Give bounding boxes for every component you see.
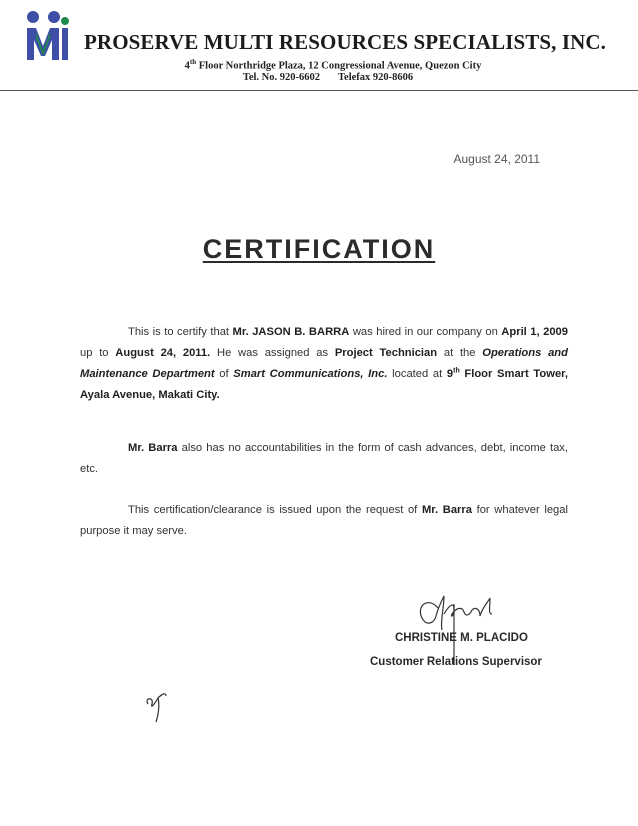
job-position: Project Technician: [334, 347, 438, 359]
employee-name: Mr. JASON B. BARRA: [232, 326, 350, 338]
p1-text-1: This is to certify that: [128, 326, 233, 338]
p1-text-7: located at: [387, 368, 447, 380]
p3-text-1: This certification/clearance is issued upon the request of: [128, 504, 422, 516]
p1-text-2: was hired in our company on: [349, 326, 502, 338]
signer-title: Customer Relations Supervisor: [370, 656, 542, 668]
client-company: Smart Communications, Inc.: [233, 368, 388, 380]
p2-text: also has no accountabilities in the form of cash advances, debt, income tax, etc.: [80, 442, 568, 475]
document-title: [0, 234, 638, 265]
p1-text-5: at the: [437, 347, 483, 359]
telefax-number: Telefax 920-8606: [338, 72, 414, 83]
paragraph-purpose: [80, 500, 568, 542]
location-floor-suffix: th: [453, 367, 460, 375]
p1-text-3: up to: [80, 347, 116, 359]
handwritten-initials: [140, 688, 180, 728]
start-date: April 1, 2009: [501, 326, 568, 338]
p1-text-4: He was assigned as: [210, 347, 335, 359]
company-contact: [0, 72, 638, 83]
company-address: [0, 58, 638, 72]
department-name: Operations and Maintenance Department: [80, 347, 568, 380]
p3-text-2: for whatever legal purpose it may serve.: [80, 504, 568, 537]
header-divider: [0, 90, 638, 91]
address-floor-suffix: th: [189, 58, 197, 66]
company-name: PROSERVE MULTI RESOURCES SPECIALISTS, INC.: [84, 30, 606, 54]
p3-employee-name: Mr. Barra: [421, 504, 472, 516]
signer-name: CHRISTINE M. PLACIDO: [395, 632, 528, 644]
document-title-text: CERTIFICATION: [202, 234, 436, 264]
location-floor: 9: [446, 368, 454, 380]
p2-employee-name: Mr. Barra: [128, 442, 178, 454]
end-date: August 24, 2011.: [115, 347, 211, 359]
paragraph-employment: [80, 322, 568, 406]
handwritten-signature: [410, 578, 520, 668]
telephone-number: Tel. No. 920-6602: [242, 72, 321, 83]
letter-date: August 24, 2011: [453, 152, 540, 166]
address-rest: Floor Northridge Plaza, 12 Congressional Avenue, Quezon City: [196, 60, 482, 72]
p1-text-6: of: [214, 368, 234, 380]
location-address: Floor Smart Tower, Ayala Avenue, Makati City.: [80, 368, 569, 401]
address-floor: 4: [184, 60, 190, 72]
paragraph-accountabilities: [80, 438, 568, 480]
